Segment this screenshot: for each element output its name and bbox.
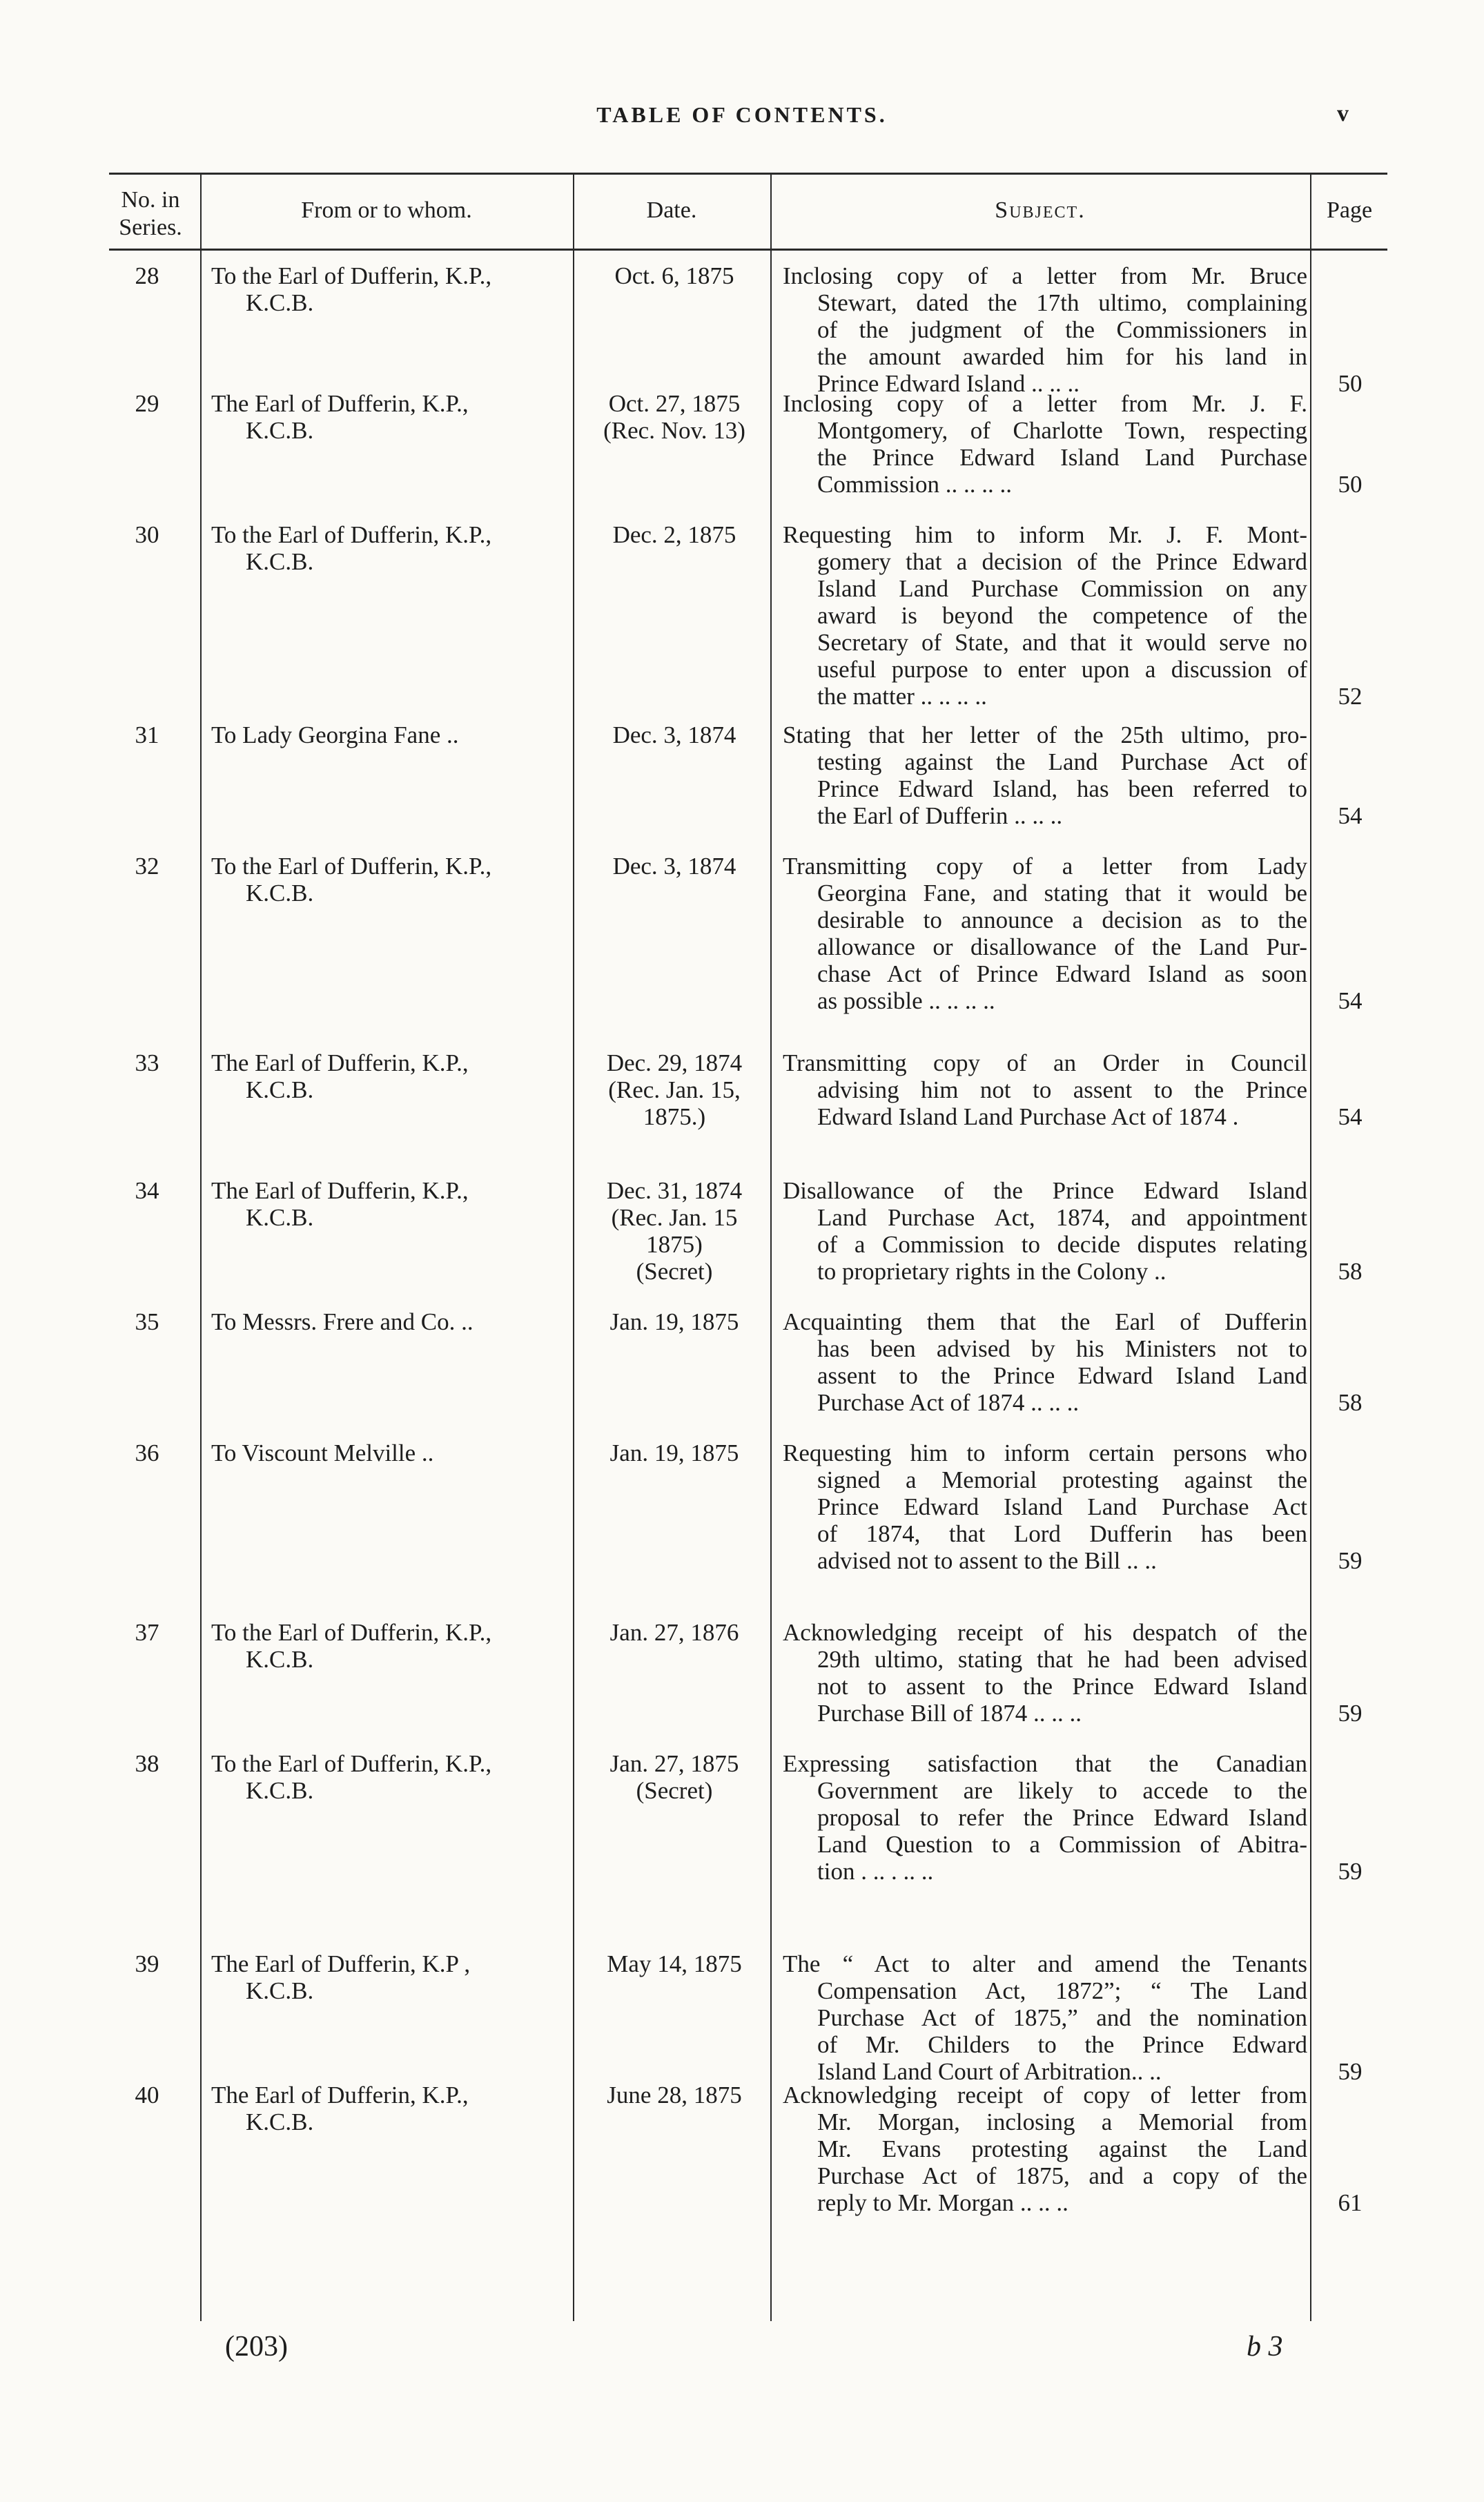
correspondent-line: To Viscount Melville .. (211, 1439, 434, 1466)
subject-line: the matter .. .. .. .. (817, 683, 987, 710)
subject-line: Stating that her letter of the 25th ultimo, pro- (783, 721, 1307, 748)
subject-line: tion . .. . .. .. (817, 1858, 934, 1885)
correspondent (211, 2082, 570, 2135)
subject-line: Government are likely to accede to the (817, 1777, 1307, 1804)
correspondent-line: The Earl of Dufferin, K.P., (211, 390, 469, 417)
date-line: (Rec. Jan. 15 (611, 1204, 738, 1231)
page-number: 59 (1338, 1700, 1363, 1727)
letter-date (581, 1049, 768, 1130)
page-header-title: TABLE OF CONTENTS. (596, 102, 888, 127)
series-number: 37 (135, 1619, 159, 1646)
letter-date (581, 262, 768, 289)
subject-line: 29th ultimo, stating that he had been advised (817, 1646, 1307, 1673)
date-line: Dec. 31, 1874 (606, 1177, 743, 1204)
subject-line: Commission .. .. .. .. (817, 471, 1012, 498)
letter-date (581, 1439, 768, 1466)
correspondent-line: K.C.B. (246, 2108, 314, 2135)
column-divider-2 (573, 174, 574, 2321)
subject-line: Transmitting copy of a letter from Lady (783, 853, 1307, 880)
subject-line: Prince Edward Island .. .. .. (817, 370, 1080, 397)
correspondent (211, 1049, 570, 1103)
subject-line: Acknowledging receipt of copy of letter from (783, 2082, 1307, 2108)
col-head-page: Page (1326, 197, 1373, 223)
col-head-subject: Subject. (995, 197, 1086, 223)
header-top-rule (109, 173, 1387, 175)
col-head-no-line1: No. in (121, 187, 180, 213)
series-number: 29 (135, 390, 159, 417)
correspondent-line: The Earl of Dufferin, K.P., (211, 2082, 469, 2108)
subject-line: Secretary of State, and that it would serve no (817, 629, 1307, 656)
subject-text (783, 1750, 1307, 1885)
subject-line: not to assent to the Prince Edward Island (817, 1673, 1307, 1700)
subject-text (783, 1049, 1307, 1130)
correspondent-line: The Earl of Dufferin, K.P., (211, 1049, 469, 1076)
subject-line: Expressing satisfaction that the Canadian (783, 1750, 1307, 1777)
subject-line: advising him not to assent to the Prince (817, 1076, 1307, 1103)
letter-date (581, 1619, 768, 1646)
page-number: 54 (1338, 802, 1363, 829)
correspondent (211, 1950, 570, 2004)
correspondent (211, 262, 570, 316)
subject-line: The “ Act to alter and amend the Tenants (783, 1950, 1307, 1977)
subject-text (783, 2082, 1307, 2216)
series-number: 34 (135, 1177, 159, 1204)
page-number: 59 (1338, 1858, 1363, 1885)
subject-line: of the judgment of the Commissioners in (817, 316, 1307, 343)
letter-date (581, 1308, 768, 1335)
series-number: 40 (135, 2082, 159, 2108)
date-line: Jan. 19, 1875 (609, 1439, 739, 1466)
correspondent-line: To Messrs. Frere and Co. .. (211, 1308, 473, 1335)
subject-line: Transmitting copy of an Order in Council (783, 1049, 1307, 1076)
subject-line: Prince Edward Island, has been referred to (817, 775, 1307, 802)
date-line: Oct. 27, 1875 (608, 390, 741, 417)
subject-line: Land Question to a Commission of Abitra- (817, 1831, 1307, 1858)
subject-line: chase Act of Prince Edward Island as soon (817, 960, 1307, 987)
subject-line: Inclosing copy of a letter from Mr. J. F. (783, 390, 1307, 417)
subject-line: Georgina Fane, and stating that it would be (817, 880, 1307, 906)
correspondent (211, 390, 570, 444)
correspondent (211, 1439, 570, 1466)
correspondent (211, 1750, 570, 1804)
correspondent-line: To Lady Georgina Fane .. (211, 721, 459, 748)
subject-line: testing against the Land Purchase Act of (817, 748, 1307, 775)
subject-text (783, 521, 1307, 710)
correspondent (211, 521, 570, 575)
correspondent-line: K.C.B. (246, 1076, 314, 1103)
date-line: Oct. 6, 1875 (614, 262, 734, 289)
subject-line: Prince Edward Island Land Purchase Act (817, 1493, 1307, 1520)
subject-line: of a Commission to decide disputes relating (817, 1231, 1307, 1258)
subject-line: the amount awarded him for his land in (817, 343, 1307, 370)
page-number: 59 (1338, 1547, 1363, 1574)
subject-line: Purchase Act of 1875,” and the nomination (817, 2004, 1307, 2031)
subject-line: the Earl of Dufferin .. .. .. (817, 802, 1063, 829)
date-line: (Secret) (636, 1777, 713, 1804)
correspondent (211, 721, 570, 748)
subject-line: has been advised by his Ministers not to (817, 1335, 1307, 1362)
correspondent-line: The Earl of Dufferin, K.P , (211, 1950, 471, 1977)
correspondent-line: To the Earl of Dufferin, K.P., (211, 853, 492, 880)
subject-line: to proprietary rights in the Colony .. (817, 1258, 1166, 1285)
subject-text (783, 1950, 1307, 2085)
subject-line: assent to the Prince Edward Island Land (817, 1362, 1307, 1389)
date-line: (Rec. Jan. 15, (608, 1076, 741, 1103)
subject-line: award is beyond the competence of the (817, 602, 1307, 629)
date-line: Jan. 27, 1875 (609, 1750, 739, 1777)
subject-line: of Mr. Childers to the Prince Edward (817, 2031, 1307, 2058)
subject-text (783, 853, 1307, 1014)
series-number: 35 (135, 1308, 159, 1335)
page-number: 61 (1338, 2189, 1363, 2216)
date-line: Dec. 29, 1874 (606, 1049, 743, 1076)
correspondent (211, 1308, 570, 1335)
letter-date (581, 1177, 768, 1285)
subject-line: Acknowledging receipt of his despatch of the (783, 1619, 1307, 1646)
subject-text (783, 262, 1307, 397)
date-line: May 14, 1875 (607, 1950, 742, 1977)
subject-line: proposal to refer the Prince Edward Island (817, 1804, 1307, 1831)
subject-line: of 1874, that Lord Dufferin has been (817, 1520, 1307, 1547)
date-line: Jan. 27, 1876 (609, 1619, 739, 1646)
series-number: 28 (135, 262, 159, 289)
subject-line: Island Land Court of Arbitration.. .. (817, 2058, 1162, 2085)
subject-line: reply to Mr. Morgan .. .. .. (817, 2189, 1068, 2216)
correspondent-line: To the Earl of Dufferin, K.P., (211, 1750, 492, 1777)
date-line: Jan. 19, 1875 (609, 1308, 739, 1335)
subject-line: useful purpose to enter upon a discussion of (817, 656, 1307, 683)
correspondent-line: The Earl of Dufferin, K.P., (211, 1177, 469, 1204)
correspondent-line: K.C.B. (246, 289, 314, 316)
subject-line: Acquainting them that the Earl of Dufferin (783, 1308, 1307, 1335)
header-bottom-rule (109, 249, 1387, 251)
correspondent (211, 1177, 570, 1231)
correspondent-line: K.C.B. (246, 1646, 314, 1673)
subject-line: Purchase Act of 1874 .. .. .. (817, 1389, 1080, 1416)
subject-line: Mr. Evans protesting against the Land (817, 2135, 1307, 2162)
col-head-date: Date. (646, 197, 697, 223)
date-line: 1875.) (643, 1103, 706, 1130)
date-line: (Secret) (636, 1258, 713, 1285)
subject-line: Island Land Purchase Commission on any (817, 575, 1307, 602)
subject-text (783, 721, 1307, 829)
page-number: 50 (1338, 471, 1363, 498)
subject-line: Inclosing copy of a letter from Mr. Bruce (783, 262, 1307, 289)
correspondent-line: To the Earl of Dufferin, K.P., (211, 1619, 492, 1646)
date-line: Dec. 3, 1874 (612, 721, 736, 748)
page-number: 52 (1338, 683, 1363, 710)
page-number: 54 (1338, 987, 1363, 1014)
correspondent-line: K.C.B. (246, 1777, 314, 1804)
letter-date (581, 521, 768, 548)
subject-line: Land Purchase Act, 1874, and appointment (817, 1204, 1307, 1231)
series-number: 36 (135, 1439, 159, 1466)
series-number: 39 (135, 1950, 159, 1977)
page-number: 58 (1338, 1258, 1363, 1285)
col-head-from: From or to whom. (301, 197, 472, 223)
footer-gathering-mark: b 3 (1247, 2331, 1283, 2363)
series-number: 31 (135, 721, 159, 748)
subject-line: Compensation Act, 1872”; “ The Land (817, 1977, 1307, 2004)
subject-line: the Prince Edward Island Land Purchase (817, 444, 1307, 471)
letter-date (581, 2082, 768, 2108)
subject-line: signed a Memorial protesting against the (817, 1466, 1307, 1493)
subject-line: Mr. Morgan, inclosing a Memorial from (817, 2108, 1307, 2135)
footer-signature-mark: (203) (225, 2331, 288, 2363)
subject-line: desirable to announce a decision as to the (817, 906, 1307, 933)
column-divider-1 (200, 174, 202, 2321)
page-number: 50 (1338, 370, 1363, 397)
subject-line: Purchase Bill of 1874 .. .. .. (817, 1700, 1082, 1727)
correspondent (211, 1619, 570, 1673)
date-line: (Rec. Nov. 13) (603, 417, 745, 444)
series-number: 30 (135, 521, 159, 548)
correspondent-line: K.C.B. (246, 548, 314, 575)
correspondent-line: K.C.B. (246, 1204, 314, 1231)
page-number: 54 (1338, 1103, 1363, 1130)
letter-date (581, 1750, 768, 1804)
subject-text (783, 390, 1307, 498)
date-line: Dec. 2, 1875 (612, 521, 736, 548)
correspondent-line: K.C.B. (246, 1977, 314, 2004)
subject-line: Edward Island Land Purchase Act of 1874 . (817, 1103, 1239, 1130)
page-header-numeral: v (1337, 101, 1349, 126)
subject-line: as possible .. .. .. .. (817, 987, 995, 1014)
correspondent-line: K.C.B. (246, 417, 314, 444)
letter-date (581, 390, 768, 444)
date-line: 1875) (646, 1231, 703, 1258)
page-number: 59 (1338, 2058, 1363, 2085)
subject-line: Montgomery, of Charlotte Town, respecting (817, 417, 1307, 444)
correspondent-line: To the Earl of Dufferin, K.P., (211, 262, 492, 289)
letter-date (581, 721, 768, 748)
date-line: Dec. 3, 1874 (612, 853, 736, 880)
letter-date (581, 853, 768, 880)
subject-line: allowance or disallowance of the Land Pur- (817, 933, 1307, 960)
subject-line: Requesting him to inform certain persons who (783, 1439, 1307, 1466)
column-divider-3 (770, 174, 772, 2321)
subject-line: Purchase Act of 1875, and a copy of the (817, 2162, 1307, 2189)
column-divider-4 (1310, 174, 1311, 2321)
subject-line: gomery that a decision of the Prince Edward (817, 548, 1307, 575)
subject-text (783, 1177, 1307, 1285)
col-head-no-line2: Series. (119, 215, 182, 240)
col-head-no (102, 186, 199, 242)
subject-line: Requesting him to inform Mr. J. F. Mont- (783, 521, 1307, 548)
series-number: 32 (135, 853, 159, 880)
page-number: 58 (1338, 1389, 1363, 1416)
correspondent (211, 853, 570, 906)
subject-line: advised not to assent to the Bill .. .. (817, 1547, 1157, 1574)
correspondent-line: K.C.B. (246, 880, 314, 906)
letter-date (581, 1950, 768, 1977)
subject-text (783, 1619, 1307, 1727)
date-line: June 28, 1875 (607, 2082, 742, 2108)
subject-line: Disallowance of the Prince Edward Island (783, 1177, 1307, 1204)
subject-line: Stewart, dated the 17th ultimo, complaining (817, 289, 1307, 316)
series-number: 38 (135, 1750, 159, 1777)
correspondent-line: To the Earl of Dufferin, K.P., (211, 521, 492, 548)
subject-text (783, 1439, 1307, 1574)
series-number: 33 (135, 1049, 159, 1076)
subject-text (783, 1308, 1307, 1416)
